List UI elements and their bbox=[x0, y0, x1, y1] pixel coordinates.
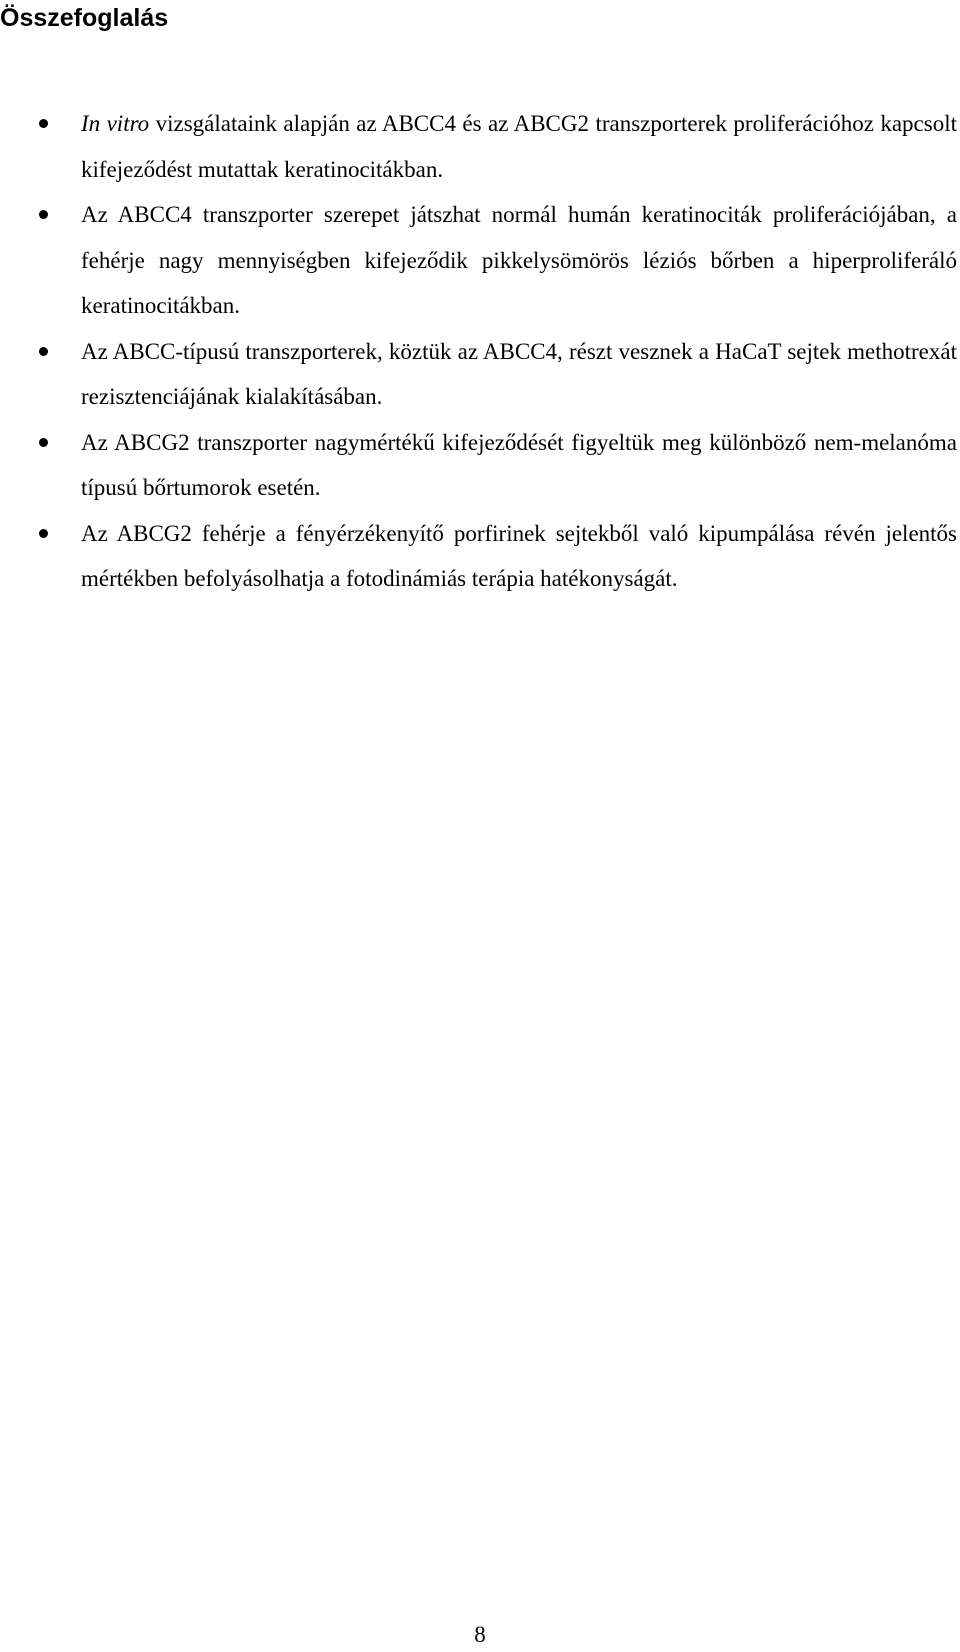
list-item-body: vizsgálataink alapján az ABCC4 és az ABCG2 transzporterek proliferációhoz kapcsolt kifejeződést mutattak keratinocitákban. bbox=[81, 111, 957, 182]
list-item-body: Az ABCG2 transzporter nagymértékű kifejeződését figyeltük meg különböző nem-melanóma típusú bőrtumorok esetén. bbox=[81, 429, 957, 500]
italic-lead: In vitro bbox=[81, 111, 150, 136]
list-item-body: Az ABCC4 transzporter szerepet játszhat normál humán keratinociták proliferációjában, a fehérje nagy mennyiségben kifejeződik pikkelysömörös léziós bőrben a hiperproliferáló keratinocitákban. bbox=[81, 202, 957, 318]
list-item bbox=[0, 511, 957, 602]
list-item-body: Az ABCC-típusú transzporterek, köztük az ABCC4, részt vesznek a HaCaT sejtek methotrexát rezisztenciájának kialakításában. bbox=[81, 338, 957, 409]
page-title: Összefoglalás bbox=[0, 4, 169, 32]
page-number: 8 bbox=[474, 1622, 486, 1647]
list-item-text bbox=[81, 430, 957, 501]
list-item-text bbox=[81, 202, 957, 318]
bullet-icon bbox=[39, 210, 48, 219]
bullet-icon bbox=[39, 119, 48, 128]
list-item-text bbox=[81, 339, 957, 410]
list-item-text bbox=[81, 521, 957, 592]
list-item bbox=[0, 101, 957, 192]
list-item-text bbox=[81, 111, 957, 182]
list-item bbox=[0, 192, 957, 329]
list-item-body: Az ABCG2 fehérje a fényérzékenyítő porfirinek sejtekből való kipumpálása révén jelentős mértékben befolyásolhatja a fotodinámiás terápia hatékonyságát. bbox=[81, 520, 957, 591]
bullet-icon bbox=[39, 529, 48, 538]
bullet-icon bbox=[39, 347, 48, 356]
list-item bbox=[0, 329, 957, 420]
summary-list bbox=[0, 101, 960, 602]
list-item bbox=[0, 420, 957, 511]
bullet-icon bbox=[39, 438, 48, 447]
